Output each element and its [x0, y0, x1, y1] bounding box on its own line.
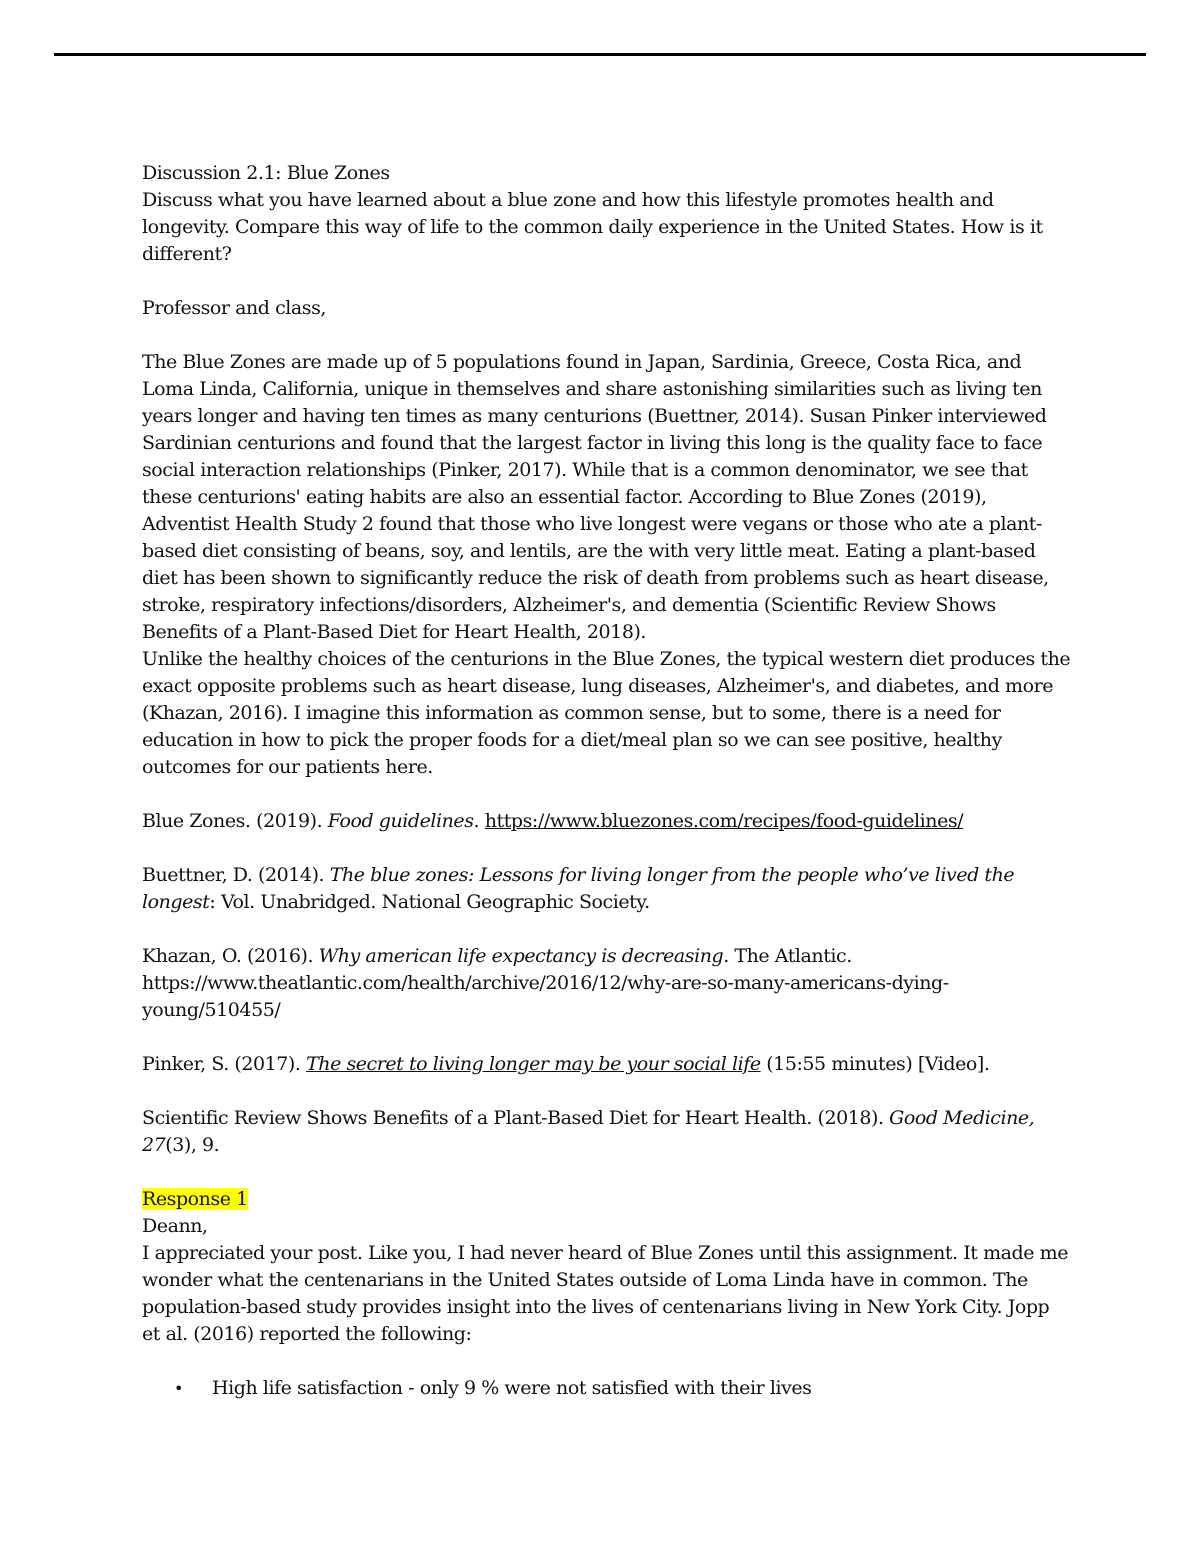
discussion-prompt: Discuss what you have learned about a blue zone and how this lifestyle promotes health and longevity. Compare this way of life to the common daily experience in the United States. How is it different? — [142, 189, 1043, 265]
post-greeting: Professor and class, — [142, 297, 326, 319]
reference-after: . The Atlantic. https://www.theatlantic.com/health/archive/2016/12/why-are-so-many-americans-dying-young/510455/ — [142, 945, 949, 1021]
response-bullet-list — [142, 1375, 1072, 1402]
reference-pinker — [142, 1051, 1072, 1078]
reference-title: Why american life expectancy is decreasing — [318, 945, 724, 967]
reference-author: Pinker, S. (2017). — [142, 1053, 307, 1075]
reference-author: Blue Zones. (2019). — [142, 810, 328, 832]
reference-title-link[interactable]: The secret to living longer may be your social life — [306, 1053, 761, 1075]
reference-journal: Good Medicine, 27 — [142, 1107, 1035, 1156]
reference-buettner — [142, 862, 1072, 916]
reference-after: : Vol. Unabridged. National Geographic Society. — [209, 891, 650, 913]
reference-title: The blue zones: Lessons for living longer from the people who’ve lived the longest — [142, 864, 1015, 913]
reference-title: Food guidelines — [327, 810, 474, 832]
reference-after: (15:55 minutes) [Video]. — [760, 1053, 990, 1075]
list-item-text: High life satisfaction - only 9 % were not satisfied with their lives — [212, 1377, 812, 1399]
reference-blue-zones — [142, 808, 1072, 835]
top-rule — [54, 53, 1146, 56]
reference-link[interactable]: https://www.bluezones.com/recipes/food-guidelines/ — [484, 810, 964, 832]
reference-scientific-review — [142, 1105, 1072, 1159]
response-heading — [142, 1186, 1072, 1213]
response-heading-text: Response 1 — [142, 1188, 248, 1210]
response-text: I appreciated your post. Like you, I had never heard of Blue Zones until this assignment. It made me wonder what the centenarians in the United States outside of Loma Linda have in common. The population-based study provides insight into the lives of centenarians living in New York City. Jopp et al. (2016) reported the following: — [142, 1242, 1068, 1345]
reference-author: Scientific Review Shows Benefits of a Plant-Based Diet for Heart Health. (2018). — [142, 1107, 890, 1129]
response-greeting: Deann, — [142, 1215, 208, 1237]
reference-after: . — [473, 810, 485, 832]
document-body — [142, 160, 1072, 1402]
reference-author: Khazan, O. (2016). — [142, 945, 319, 967]
discussion-title: Discussion 2.1: Blue Zones — [142, 162, 390, 184]
reference-author: Buettner, D. (2014). — [142, 864, 330, 886]
list-item — [142, 1375, 1072, 1402]
reference-khazan — [142, 943, 1072, 1024]
bullet-icon: • — [174, 1379, 183, 1398]
reference-issue: (3), 9. — [165, 1134, 220, 1156]
post-paragraph-1: The Blue Zones are made up of 5 populations found in Japan, Sardinia, Greece, Costa Rica, and Loma Linda, California, unique in themselves and share astonishing similarities such as living ten years longer and having ten times as many centurions (Buettner, 2014). Susan Pinker interviewed Sardinian centurions and found that the largest factor in living this long is the quality face to face social interaction relationships (Pinker, 2017). While that is a common denominator, we see that these centurions' eating habits are also an essential factor. According to Blue Zones (2019), Adventist Health Study 2 found that those who live longest were vegans or those who ate a plant-based diet consisting of beans, soy, and lentils, are the with very little meat. Eating a plant-based diet has been shown to significantly reduce the risk of death from problems such as heart disease, stroke, respiratory infections/disorders, Alzheimer's, and dementia (Scientific Review Shows Benefits of a Plant-Based Diet for Heart Health, 2018). — [142, 351, 1049, 643]
post-paragraph-2: Unlike the healthy choices of the centurions in the Blue Zones, the typical western diet produces the exact opposite problems such as heart disease, lung diseases, Alzheimer's, and diabetes, and more (Khazan, 2016). I imagine this information as common sense, but to some, there is a need for education in how to pick the proper foods for a diet/meal plan so we can see positive, healthy outcomes for our patients here. — [142, 648, 1071, 778]
